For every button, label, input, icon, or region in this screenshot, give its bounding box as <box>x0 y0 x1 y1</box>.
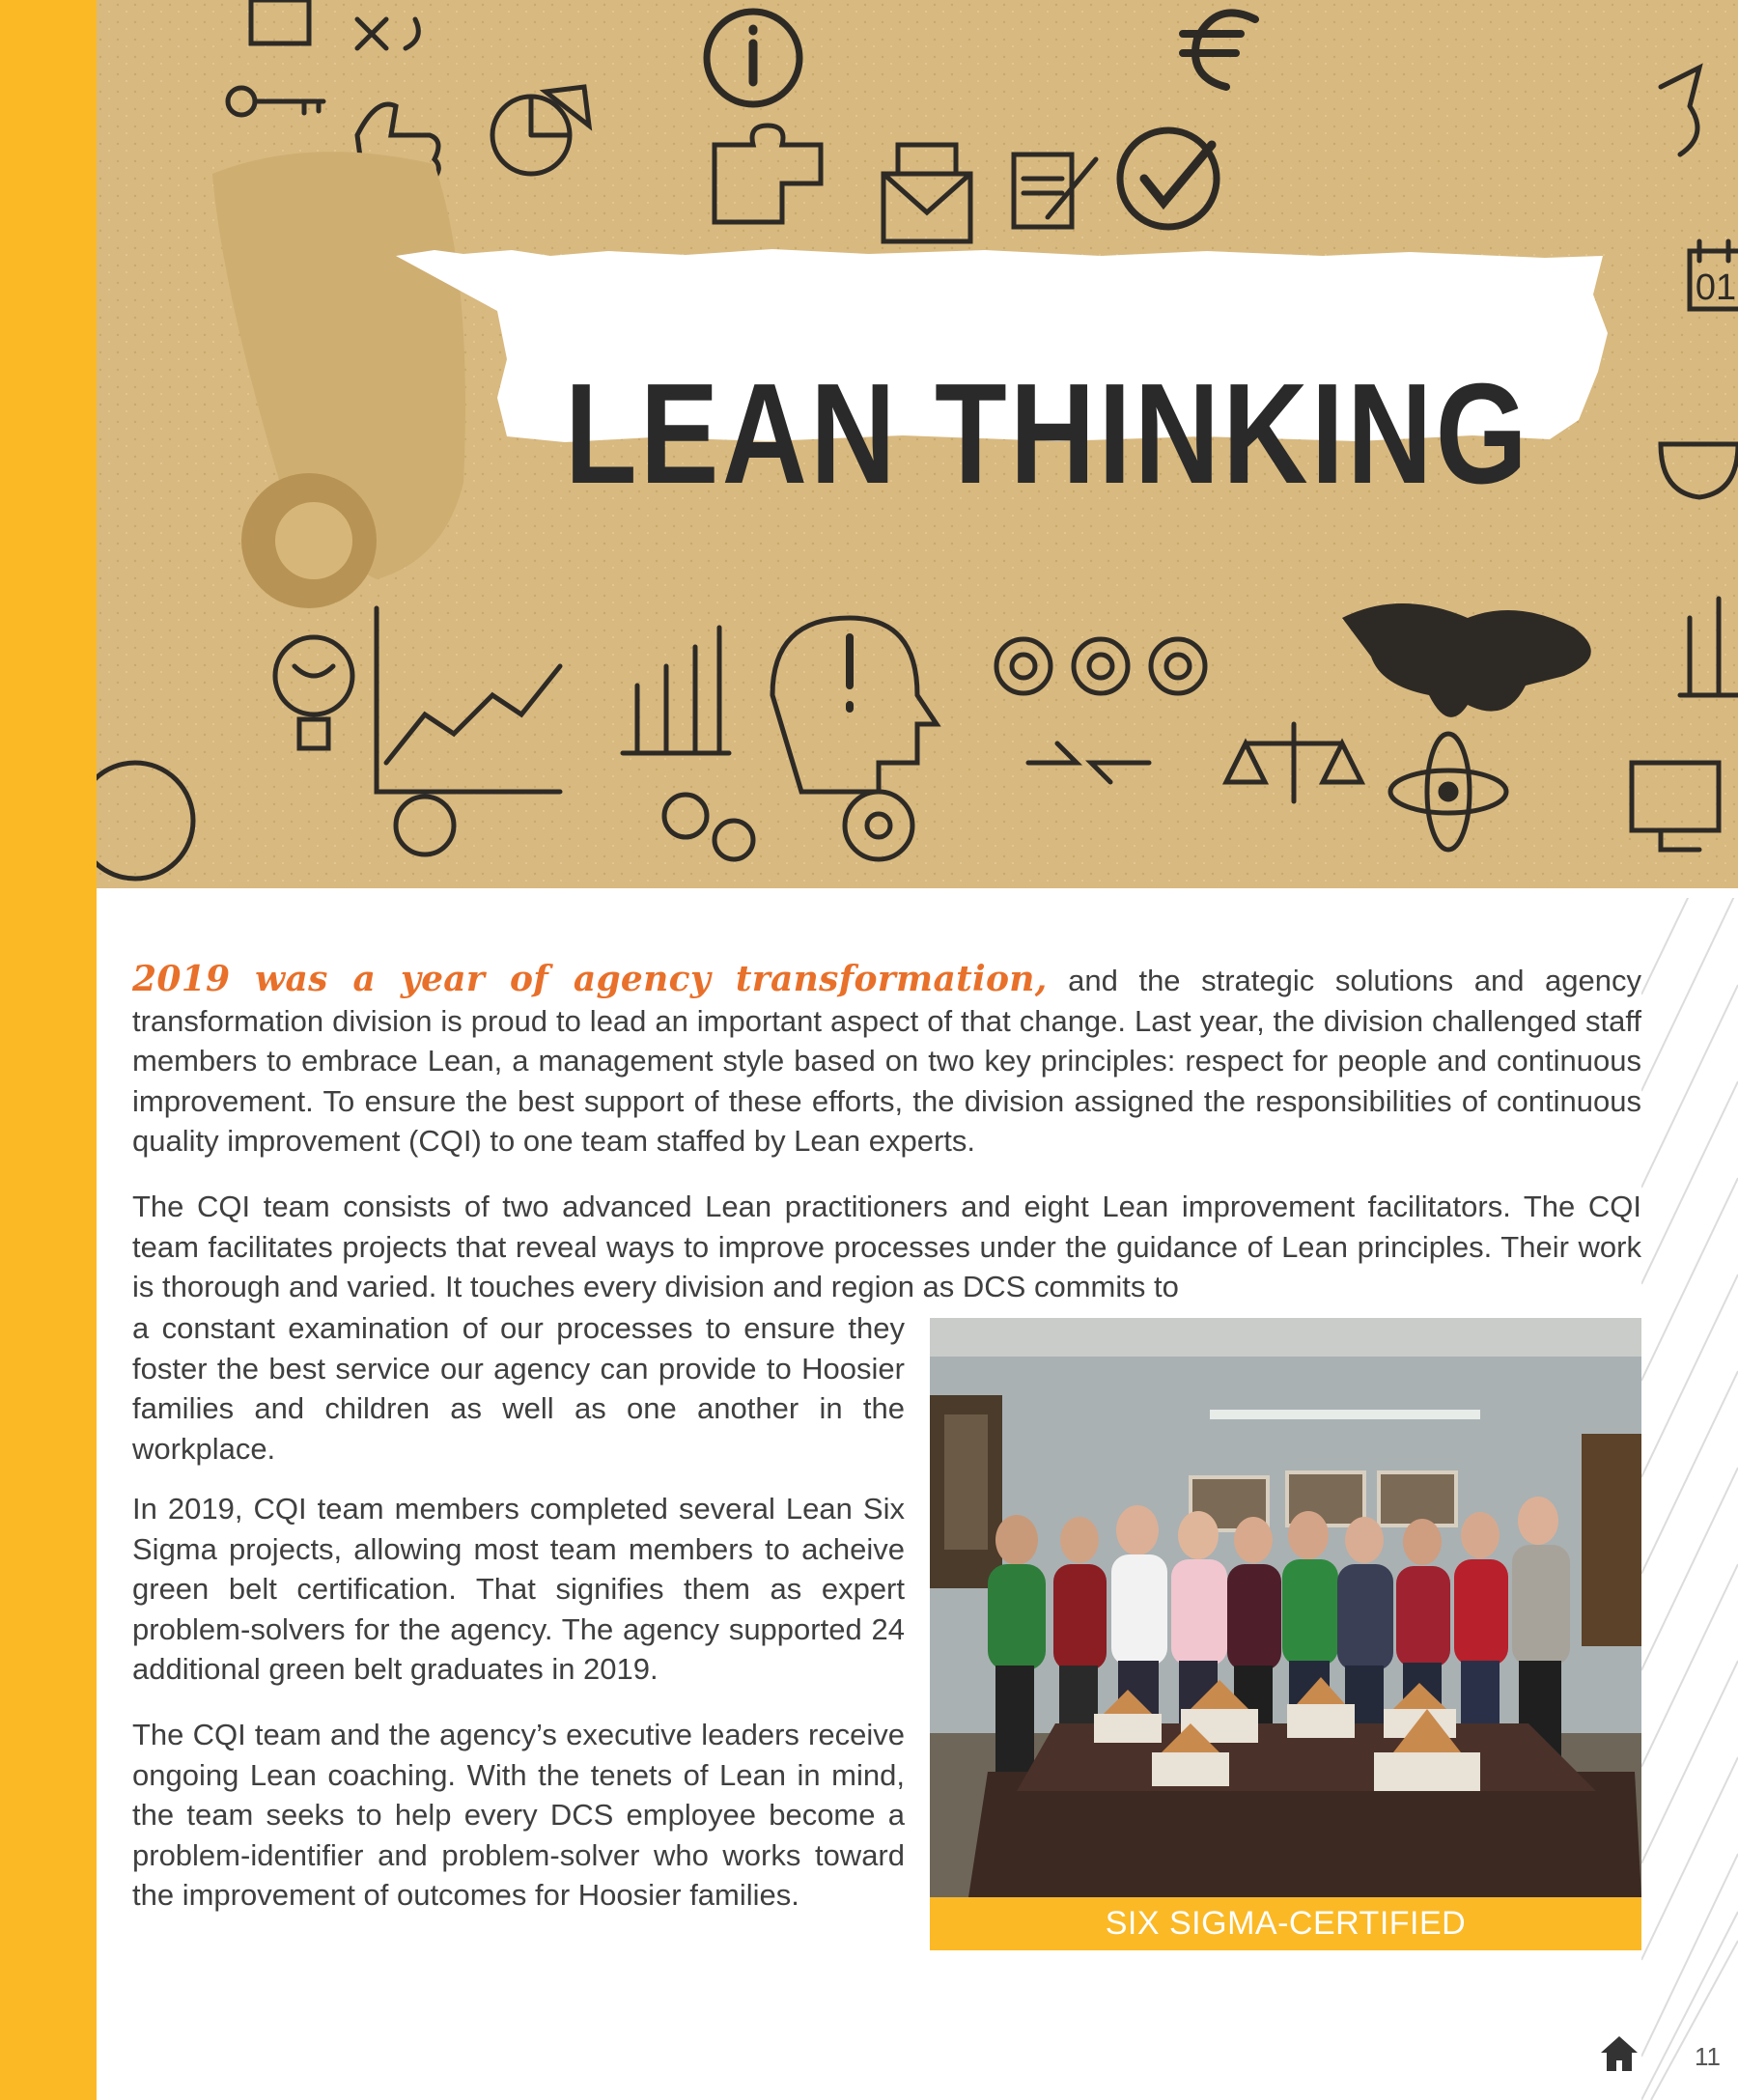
calendar-number: 01 <box>1695 267 1737 308</box>
team-photo-figure <box>930 1318 1641 1950</box>
decorative-stripes <box>1641 898 1738 2100</box>
left-accent-bar <box>0 0 97 2100</box>
hero-illustration <box>97 0 1738 888</box>
team-paragraph: The CQI team consists of two advanced Lean practitioners and eight Lean improvement facilitators. The CQI team facilitates projects that reveal ways to improve processes under the guidance of Lean principles. Their work is thorough and varied. It touches every division and region as DCS commits to <box>132 1190 1641 1304</box>
team-paragraph-continued: a constant examination of our processes to ensure they foster the best service our agency can provide to Hoosier families and children as well as one another in the workplace. <box>132 1311 905 1466</box>
hero-banner <box>97 0 1738 888</box>
page-number: 11 <box>1695 2042 1721 2071</box>
lead-highlight: 2019 was a year of agency transformation, <box>132 959 1048 999</box>
certification-paragraph: In 2019, CQI team members completed several Lean Six Sigma projects, allowing most team members to acheive green belt certification. That signifies them as expert problem-solvers for the agency. The agency supported 24 additional green belt graduates in 2019. <box>132 1492 905 1687</box>
home-icon[interactable] <box>1598 2032 1640 2075</box>
photo-caption: SIX SIGMA-CERTIFIED <box>930 1897 1641 1950</box>
team-photo <box>930 1318 1641 1897</box>
coaching-paragraph: The CQI team and the agency’s executive leaders receive ongoing Lean coaching. With the tenets of Lean in mind, the team seeks to help every DCS employee become a problem-identifier and problem-solver who works toward the improvement of outcomes for Hoosier families. <box>132 1718 905 1913</box>
intro-paragraph-text: and the strategic solutions and agency transformation division is proud to lead an important aspect of that change. Last year, the division challenged staff members to embrace Lean, a management style based on two key principles: respect for people and continuous improvement. To ensure the best support of these efforts, the division assigned the responsibilities of continuous quality improvement (CQI) to one team staffed by Lean experts. <box>132 964 1641 1159</box>
team-photo-image <box>930 1318 1641 1897</box>
intro-paragraph <box>132 960 1641 1162</box>
hero-title: LEAN THINKING <box>565 354 1530 514</box>
